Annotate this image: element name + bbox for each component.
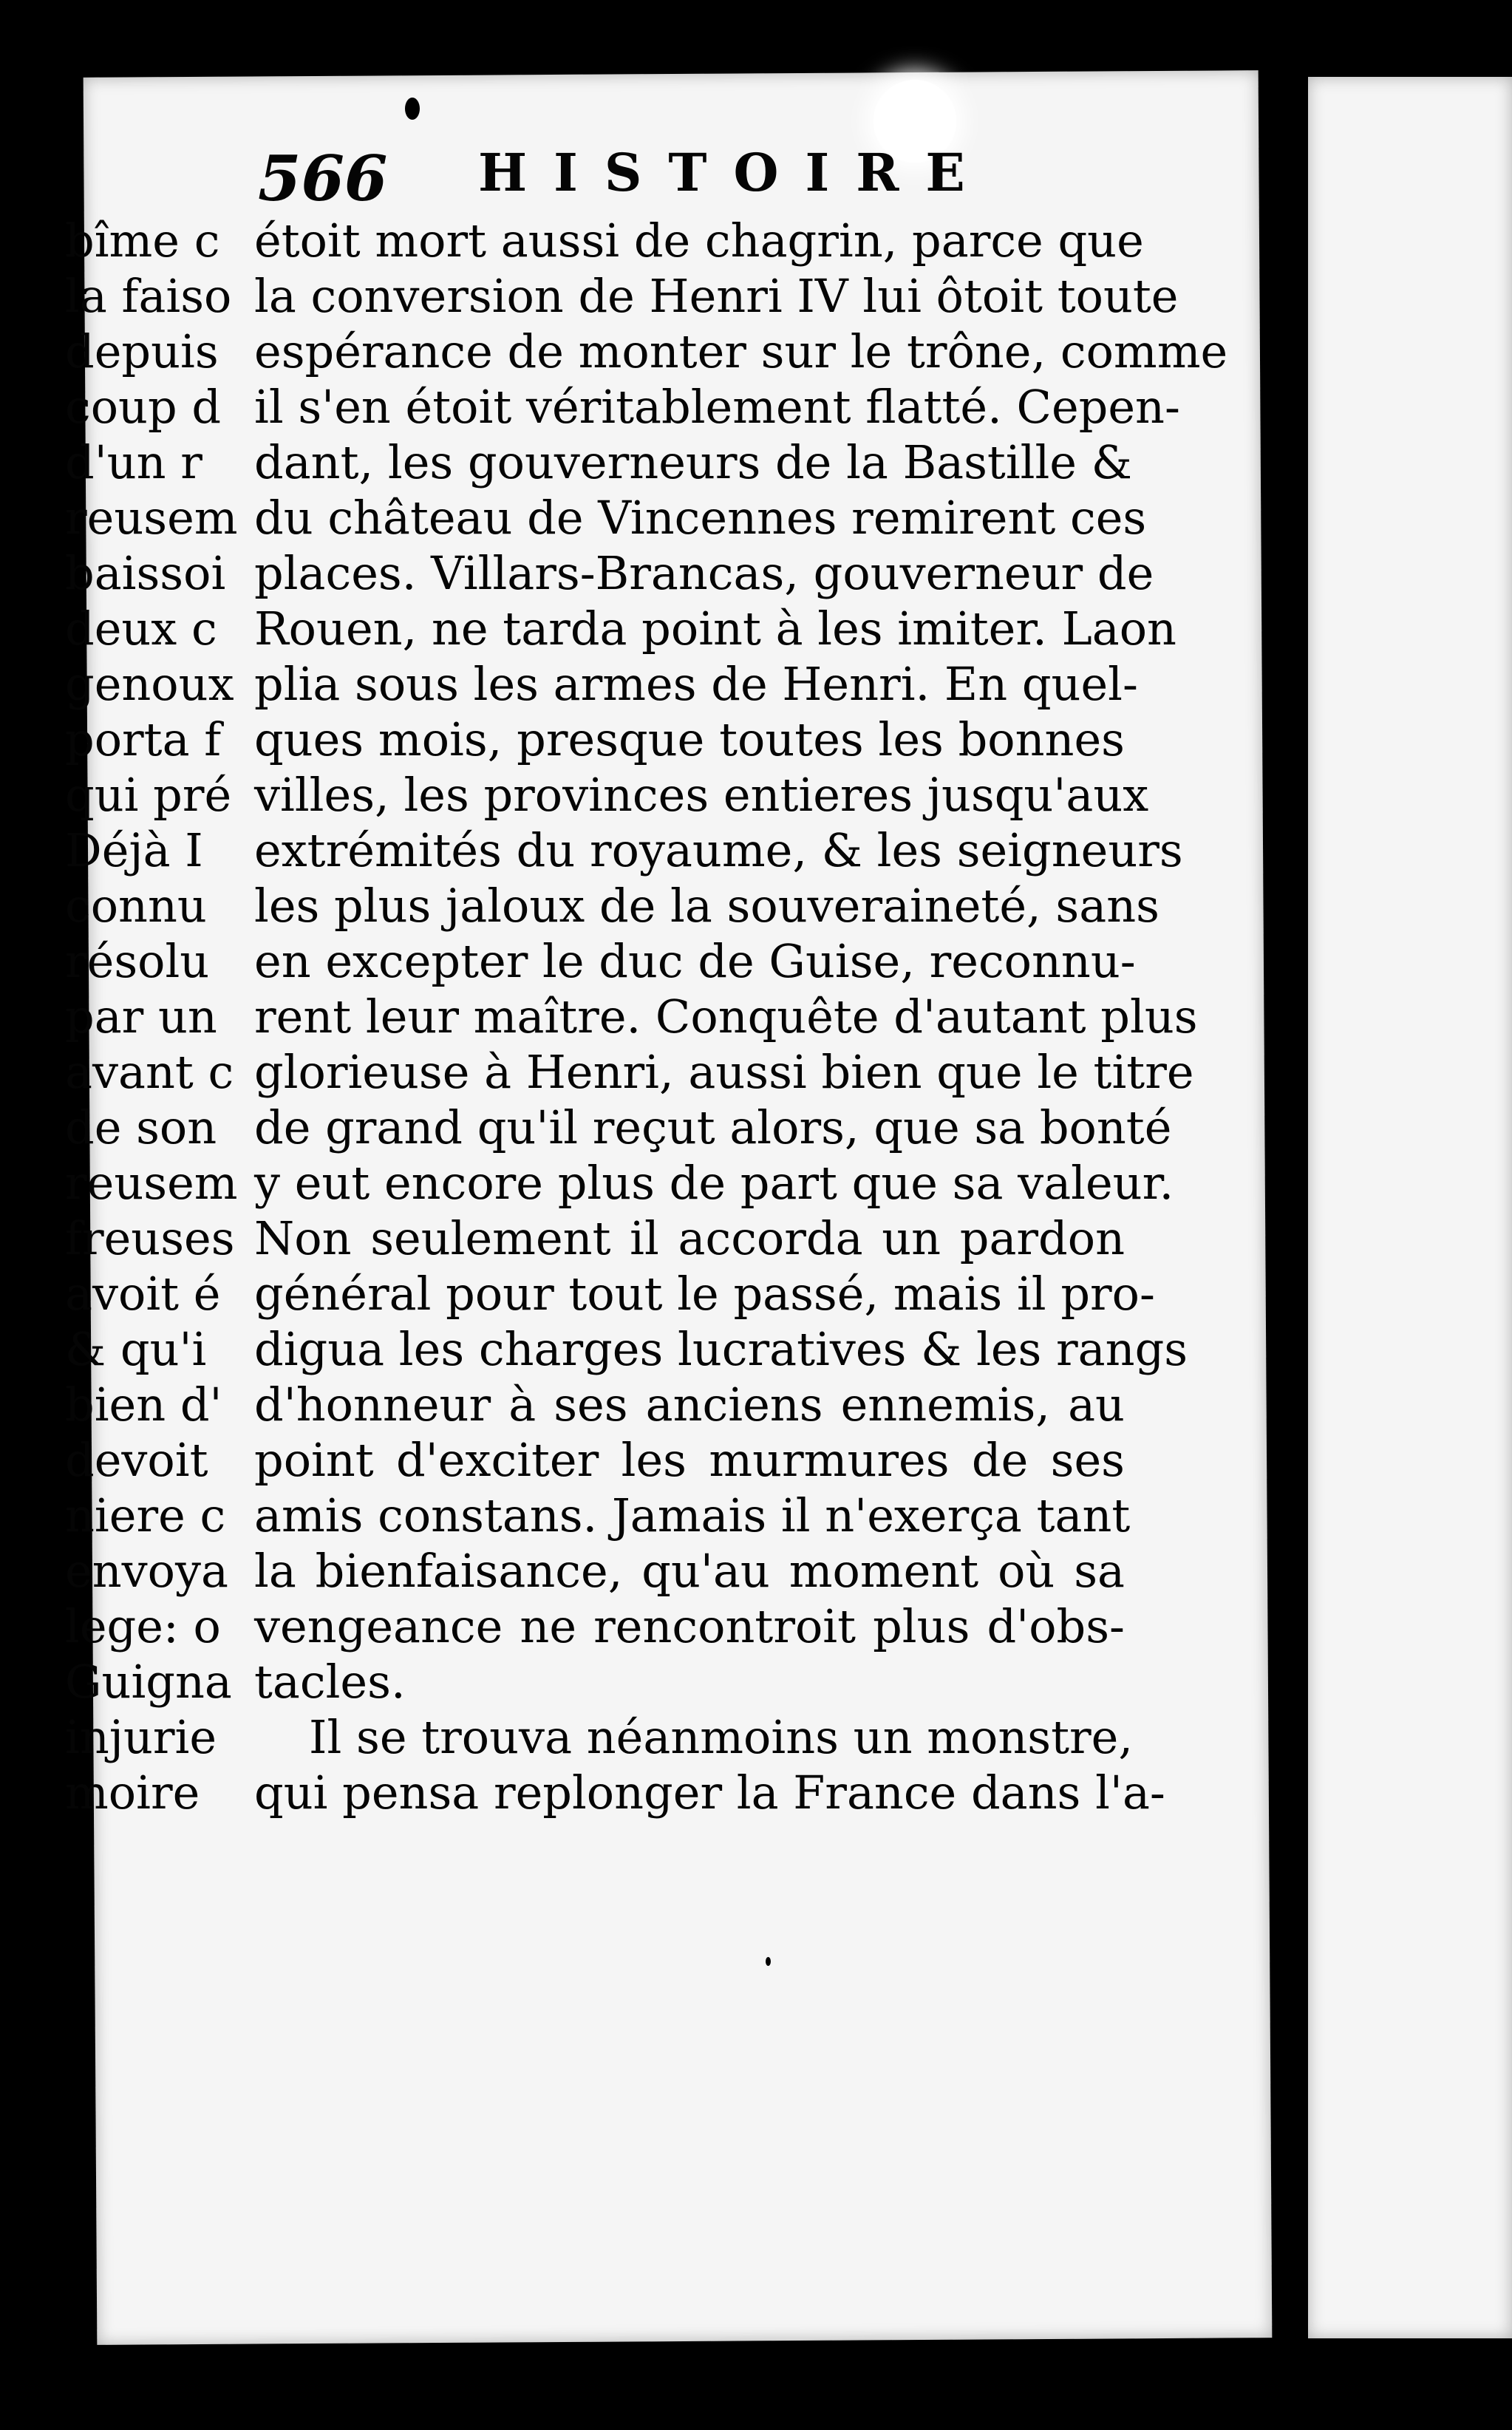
text-line: tacles. (254, 1655, 406, 1709)
text-line: qui pré (65, 768, 232, 822)
text-line: depuis (65, 324, 219, 378)
text-line: les plus jaloux de la souveraineté, sans (254, 879, 1159, 933)
text-line: en excepter le duc de Guise, reconnu- (254, 934, 1136, 988)
text-line: bien d' (65, 1378, 222, 1432)
text-line: genoux (65, 657, 234, 711)
right-page-text (65, 213, 238, 1820)
text-line: reusem (65, 1156, 238, 1210)
text-line: ques mois, presque toutes les bonnes (254, 712, 1125, 766)
text-line: y eut encore plus de part que sa valeur. (254, 1156, 1174, 1210)
text-line: de son (65, 1100, 217, 1154)
text-line: connu (65, 879, 207, 933)
text-line: avoit é (65, 1267, 221, 1321)
text-line: d'honneur à ses anciens ennemis, au (254, 1378, 1125, 1432)
text-line: rent leur maître. Conquête d'autant plus (254, 990, 1198, 1044)
text-line: qui pensa replonger la France dans l'a- (254, 1766, 1165, 1820)
text-line: bîme c (65, 214, 220, 268)
text-line: Déjà I (65, 823, 203, 877)
ink-speck (405, 98, 420, 120)
text-line: digua les charges lucratives & les rangs (254, 1322, 1188, 1376)
body-text (254, 213, 1228, 1820)
text-line: devoit (65, 1433, 208, 1487)
text-line: envoya (65, 1544, 228, 1598)
text-line: étoit mort aussi de chagrin, parce que (254, 214, 1144, 268)
text-line: villes, les provinces entieres jusqu'aux (254, 768, 1149, 822)
text-line: la faiso (65, 269, 232, 323)
text-line: Il se trouva néanmoins un monstre, (309, 1710, 1134, 1764)
text-line: niere c (65, 1488, 226, 1542)
text-line: de grand qu'il reçut alors, que sa bonté (254, 1100, 1172, 1154)
text-line: du château de Vincennes remirent ces (254, 491, 1147, 545)
text-line: coup d (65, 380, 222, 434)
text-line: vengeance ne rencontroit plus d'obs- (254, 1599, 1125, 1653)
text-line: dant, les gouverneurs de la Bastille & (254, 435, 1132, 489)
text-line: point d'exciter les murmures de ses (254, 1433, 1125, 1487)
right-page (1308, 77, 1512, 2338)
text-line: moire (65, 1766, 200, 1820)
text-line: lege: o (65, 1599, 221, 1653)
text-line: amis constans. Jamais il n'exerça tant (254, 1488, 1131, 1542)
text-line: injurie (65, 1710, 217, 1764)
text-line: freuses (65, 1211, 235, 1265)
running-title: HISTOIRE (478, 142, 992, 203)
text-line: Rouen, ne tarda point à les imiter. Laon (254, 602, 1176, 656)
text-line: deux c (65, 602, 217, 656)
text-line: baissoi (65, 546, 226, 600)
text-line: général pour tout le passé, mais il pro- (254, 1267, 1155, 1321)
text-line: Guigna (65, 1655, 232, 1709)
ink-speck (766, 1957, 771, 1966)
text-line: d'un r (65, 435, 202, 489)
text-line: la bienfaisance, qu'au moment où sa (254, 1544, 1125, 1598)
text-line: résolu (65, 934, 210, 988)
text-line: porta f (65, 712, 222, 766)
text-line: avant c (65, 1045, 234, 1099)
text-line: plia sous les armes de Henri. En quel- (254, 657, 1138, 711)
text-line: reusem (65, 491, 238, 545)
text-line: places. Villars-Brancas, gouverneur de (254, 546, 1154, 600)
text-line: par un (65, 990, 217, 1044)
text-line: & qu'i (65, 1322, 207, 1376)
page-number: 566 (258, 142, 388, 215)
text-line: espérance de monter sur le trône, comme (254, 324, 1228, 378)
text-line: Non seulement il accorda un pardon (254, 1211, 1125, 1265)
text-line: il s'en étoit véritablement flatté. Cepen- (254, 380, 1180, 434)
text-line: extrémités du royaume, & les seigneurs (254, 823, 1183, 877)
text-line: la conversion de Henri IV lui ôtoit toute (254, 269, 1179, 323)
text-line: glorieuse à Henri, aussi bien que le titre (254, 1045, 1194, 1099)
